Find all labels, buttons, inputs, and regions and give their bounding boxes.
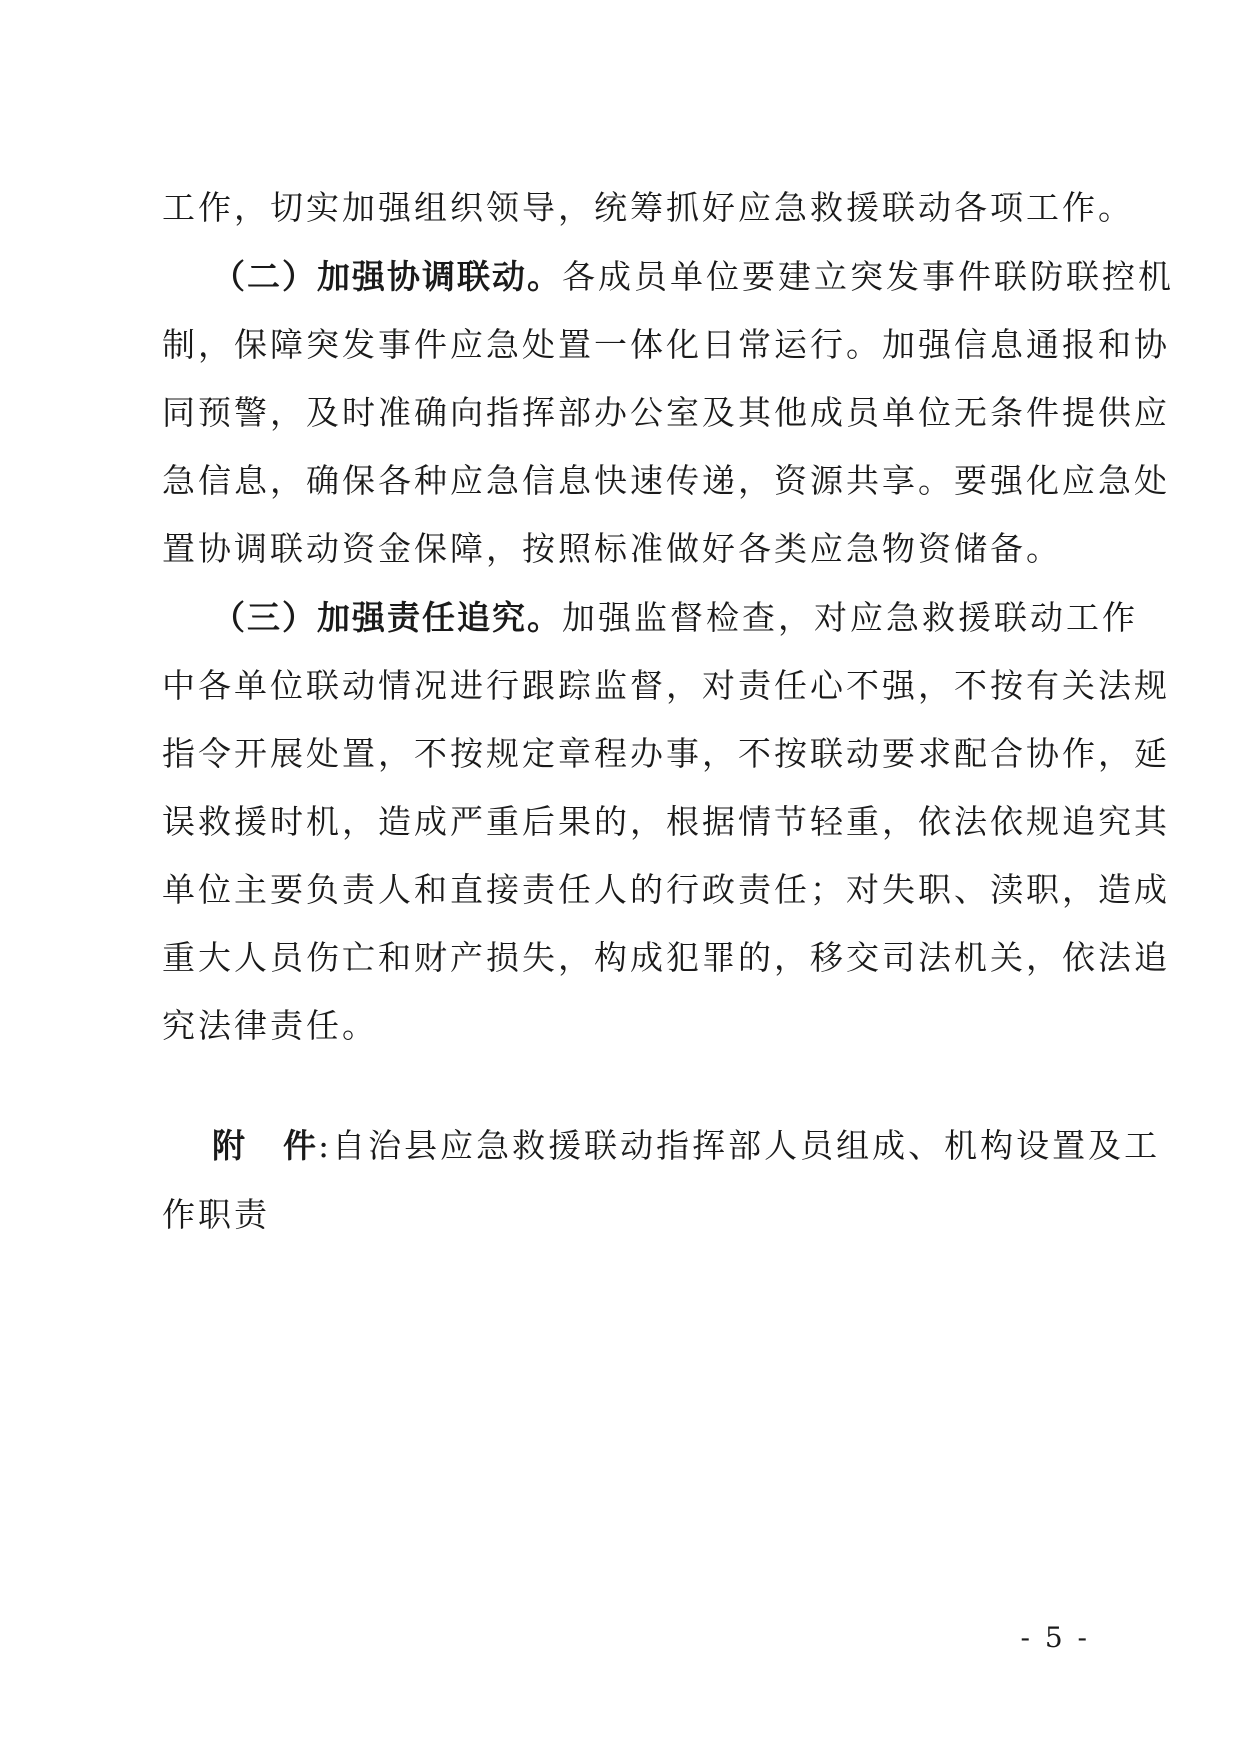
body-line bbox=[162, 186, 1134, 230]
body-line bbox=[162, 1004, 1082, 1048]
body-line bbox=[162, 459, 1170, 503]
body-line bbox=[162, 323, 1170, 367]
body-line bbox=[162, 936, 1170, 980]
body-text: 制，保障突发事件应急处置一体化日常运行。加强信息通报和协 bbox=[162, 325, 1170, 364]
attachment-title-continued: 作职责 bbox=[162, 1195, 270, 1234]
body-line bbox=[162, 868, 1170, 912]
attachment-label-char-2: 件 bbox=[283, 1126, 318, 1165]
section-three-first-line bbox=[212, 596, 1138, 640]
body-text: 重大人员伤亡和财产损失，构成犯罪的，移交司法机关，依法追 bbox=[162, 938, 1170, 977]
body-line bbox=[162, 732, 1170, 776]
page-number: - 5 - bbox=[1020, 1621, 1090, 1654]
body-text: 加强监督检查，对应急救援联动工作 bbox=[562, 598, 1138, 637]
body-line bbox=[162, 527, 1082, 571]
body-text: 究法律责任。 bbox=[162, 1006, 378, 1045]
body-text: 单位主要负责人和直接责任人的行政责任；对失职、渎职，造成 bbox=[162, 870, 1170, 909]
body-line bbox=[162, 391, 1170, 435]
section-two-heading: （二）加强协调联动。 bbox=[212, 257, 562, 296]
section-two-first-line bbox=[212, 255, 1174, 299]
body-text: 指令开展处置，不按规定章程办事，不按联动要求配合协作，延 bbox=[162, 734, 1170, 773]
body-line bbox=[162, 800, 1170, 844]
attachment-line-continued bbox=[162, 1193, 1082, 1237]
body-line bbox=[162, 664, 1170, 708]
body-text: 同预警，及时准确向指挥部办公室及其他成员单位无条件提供应 bbox=[162, 393, 1170, 432]
body-text: 误救援时机，造成严重后果的，根据情节轻重，依法依规追究其 bbox=[162, 802, 1170, 841]
attachment-title: 自治县应急救援联动指挥部人员组成、机构设置及工 bbox=[332, 1126, 1161, 1165]
body-text: 急信息，确保各种应急信息快速传递，资源共享。要强化应急处 bbox=[162, 461, 1170, 500]
body-text: 工作，切实加强组织领导，统筹抓好应急救援联动各项工作。 bbox=[162, 188, 1134, 227]
section-three-heading: （三）加强责任追究。 bbox=[212, 598, 562, 637]
attachment-colon: : bbox=[318, 1126, 333, 1165]
body-text: 置协调联动资金保障，按照标准做好各类应急物资储备。 bbox=[162, 529, 1062, 568]
attachment-label-char-1: 附 bbox=[212, 1126, 247, 1165]
body-text: 各成员单位要建立突发事件联防联控机 bbox=[562, 257, 1174, 296]
attachment-line bbox=[212, 1124, 1161, 1168]
body-text: 中各单位联动情况进行跟踪监督，对责任心不强，不按有关法规 bbox=[162, 666, 1170, 705]
